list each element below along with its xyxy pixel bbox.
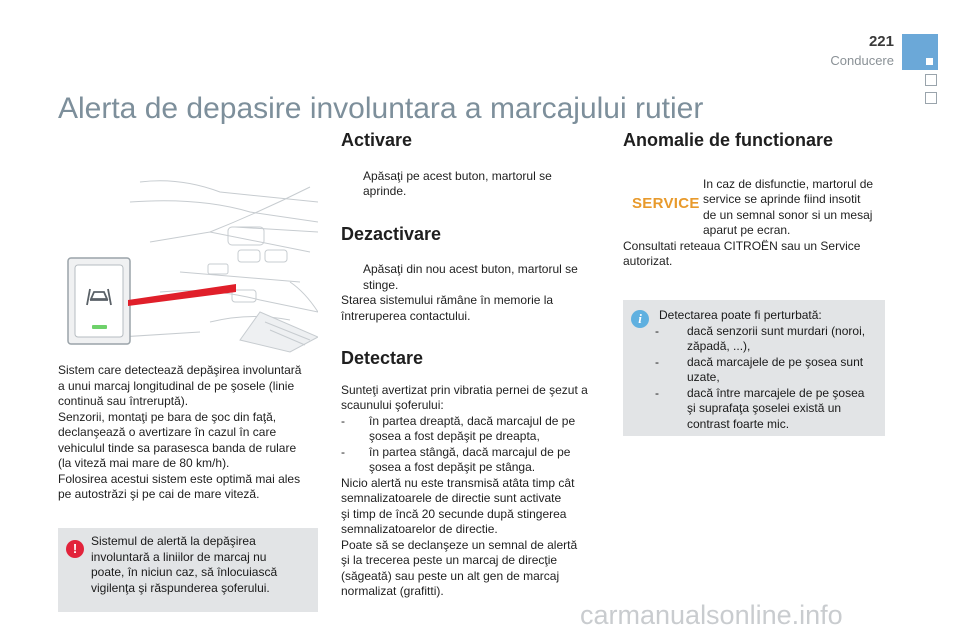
dash-mark: - (341, 413, 345, 428)
text-line: normalizat (grafitti). (341, 584, 444, 598)
text-line: Consultati reteaua CITROËN sau un Service (623, 238, 861, 253)
note-item (655, 354, 875, 386)
dash-mark: - (341, 444, 345, 459)
item-line: şosea a fost depăşit pe stânga. (369, 460, 536, 474)
section-name: Conducere (830, 53, 894, 68)
text-line: întreruperea contactului. (341, 308, 471, 323)
pointer-arrow (128, 284, 236, 306)
text-line: Starea sistemului rămâne în memorie la (341, 293, 554, 307)
text-line: autorizat. (623, 254, 673, 268)
intro-line: a unui marcaj longitudinal de pe şosele (linie (58, 378, 295, 393)
dashboard-drawing (60, 172, 318, 355)
text-line: service se aprinde fiind insotit (703, 192, 861, 206)
step-line: stinge. (363, 277, 399, 292)
note-item (655, 323, 875, 355)
item-line: şi suprafaţa şoselei există un (687, 401, 842, 415)
dash-mark: - (655, 323, 659, 338)
item-line: dacă senzorii sunt murdari (noroi, (687, 323, 866, 338)
info-icon: i (631, 310, 649, 328)
note-line: Sistemul de alertă la depăşirea (91, 534, 256, 548)
note-line: vigilenţa şi răspunderea şoferului. (91, 580, 270, 595)
item-line: dacă între marcajele de pe şosea (687, 385, 865, 400)
step-line: Apăsaţi pe acest buton, martorul se (363, 168, 552, 183)
heading-dezactivare: Dezactivare (341, 223, 442, 244)
intro-line: (la viteză mai mare de 80 km/h). (58, 456, 230, 470)
item-line: contrast foarte mic. (687, 416, 790, 431)
item-line: în partea dreaptă, dacă marcajul de pe (369, 413, 576, 428)
step-line: Apăsaţi din nou acest buton, martorul se (363, 262, 578, 276)
step-line: aprinde. (363, 184, 407, 198)
lane-button-panel (68, 258, 130, 344)
tab-dot (926, 58, 933, 65)
text-line: semnalizatoarelor de directie. (341, 522, 498, 536)
detectare-item (341, 414, 603, 445)
text-line: de un semnal sonor si un mesaj (703, 207, 873, 222)
watermark: carmanualsonline.info (580, 600, 843, 630)
text-line: scaunului şoferului: (341, 398, 444, 412)
note-line: Detectarea poate fi perturbată: (659, 308, 822, 322)
chapter-tab-active[interactable] (902, 34, 938, 70)
page-title: Alerta de depasire involuntara a marcajului rutier (58, 92, 704, 125)
dezactivare-step (341, 262, 603, 293)
activare-step (341, 169, 603, 200)
text-line: (săgeată) sau peste un alt gen de marcaj (341, 568, 560, 583)
item-line: zăpadă, ...), (687, 339, 751, 353)
text-line: şi timp de încă 20 secunde după stingerea (341, 506, 567, 521)
detectare-item (341, 445, 603, 476)
status-led (92, 325, 107, 329)
item-line: în partea stângă, dacă marcajul de pe (369, 444, 571, 459)
text-line: aparut pe ecran. (703, 223, 791, 237)
info-note (623, 300, 885, 436)
heading-anomalie: Anomalie de functionare (623, 130, 834, 150)
text-line: semnalizatoarele de directie sunt activate (341, 491, 562, 505)
column-middle (341, 130, 603, 600)
note-item (655, 385, 875, 433)
intro-line: Senzorii, montaţi pe bara de şoc din faţă, (58, 409, 277, 424)
text-line: In caz de disfunctie, martorul de (703, 176, 874, 191)
text-line: Poate să se declanşeze un semnal de alertă (341, 537, 578, 552)
note-line: poate, în niciun caz, să înlocuiască (91, 565, 278, 579)
text-line: şi la trecerea peste un marcaj de direcţie (341, 553, 558, 567)
chapter-tab[interactable] (925, 92, 937, 104)
intro-line: pe autostrăzi şi pe cai de mare viteză. (58, 487, 260, 501)
text-line: Nicio alertă nu este transmisă atâta timp cât (341, 475, 575, 490)
dash-mark: - (655, 385, 659, 400)
intro-line: Sistem care detectează depăşirea involuntară (58, 363, 302, 377)
heading-activare: Activare (341, 130, 413, 150)
note-line: involuntară a liniilor de marcaj nu (91, 549, 267, 564)
warning-note (58, 528, 318, 612)
intro-line: declanşează o avertizare în cazul în care (58, 425, 277, 439)
intro-text (58, 363, 320, 503)
intro-line: continuă sau întreruptă). (58, 394, 189, 408)
service-warning-badge: SERVICE (632, 195, 700, 212)
warning-icon: ! (66, 540, 84, 558)
item-line: şosea a fost depăşit pe dreapta, (369, 429, 540, 443)
page-number: 221 (868, 33, 894, 50)
chapter-tab[interactable] (925, 74, 937, 86)
detectare-intro (341, 383, 603, 414)
intro-line: Folosirea acestui sistem este optimă mai ales (58, 471, 301, 486)
dashboard-illustration (60, 172, 318, 355)
text-line: Sunteţi avertizat prin vibratia pernei de şezut a (341, 382, 588, 397)
dash-mark: - (655, 354, 659, 369)
item-line: dacă marcajele de pe şosea sunt (687, 354, 864, 369)
intro-line: vehiculul tinde sa parasesca banda de rulare (58, 440, 297, 455)
item-line: uzate, (687, 370, 720, 384)
heading-detectare: Detectare (341, 348, 424, 368)
